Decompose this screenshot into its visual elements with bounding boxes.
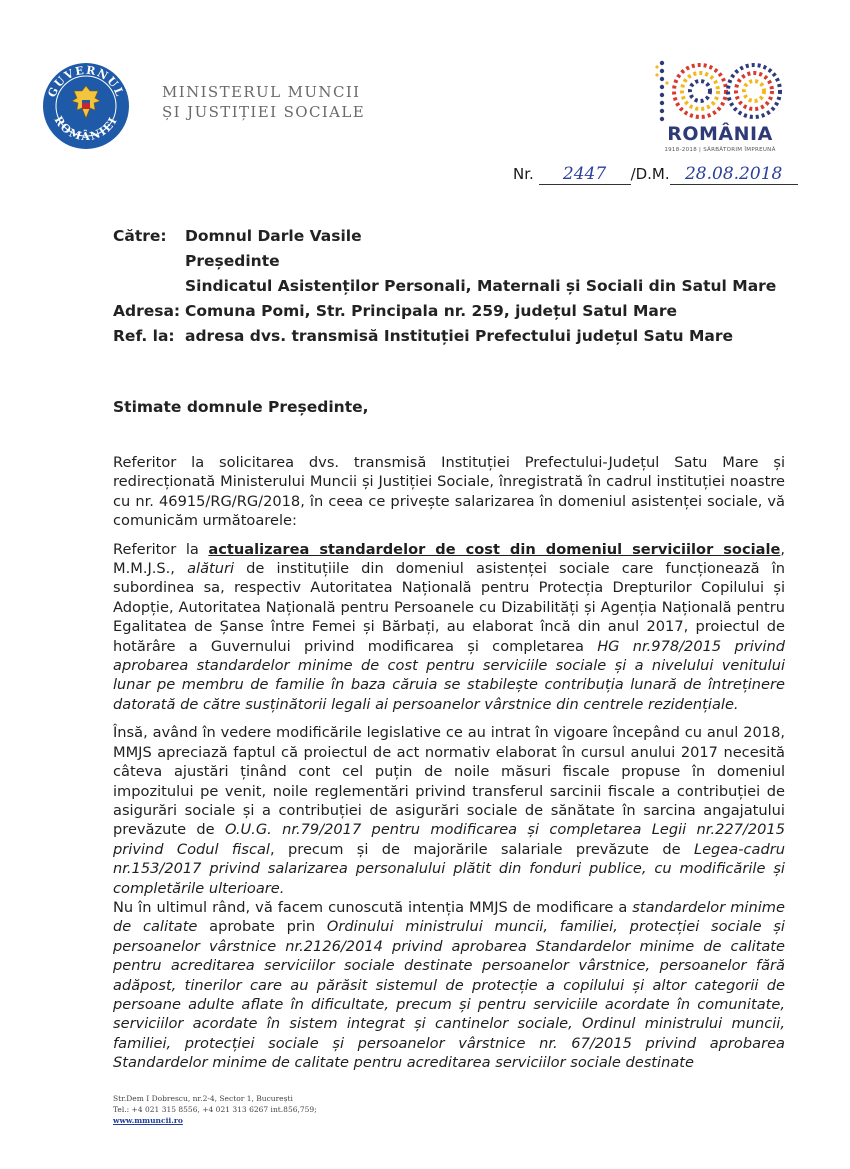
footer-website-link[interactable]: www.mmuncii.ro bbox=[113, 1116, 183, 1125]
government-seal-logo bbox=[42, 62, 130, 150]
adresa-row bbox=[113, 299, 776, 324]
ref-label: Ref. la: bbox=[113, 327, 175, 345]
ministry-name bbox=[162, 82, 365, 122]
paragraph-1: Referitor la solicitarea dvs. transmisă Instituției Prefectului-Județul Satu Mare și redirecționată Ministerului Muncii și Justiției Sociale, înregistrată în cadrul instituției noastre cu nr. 46915/RG/RG/2018, în ceea ce privește salarizarea în domeniul asistenței sociale, vă comunicăm următoarele: bbox=[113, 454, 785, 530]
recipient-title: Președinte bbox=[185, 252, 280, 270]
ref-row bbox=[113, 324, 776, 349]
letter-body bbox=[113, 453, 785, 1082]
recipient-block bbox=[113, 224, 776, 349]
p4-text-c: aprobate prin bbox=[197, 918, 327, 936]
nr-value: 2447 bbox=[539, 164, 631, 185]
p2-text-e: HG nr.978/2015 privind aprobarea standardelor minime de cost pentru serviciile sociale și a nivelului venitului lunar pe membru de familie în baza căruia se stabilește contribuția lunară de întreținere datorată de către susținătorii legali ai persoanelor vârstnice din centrele rezidențiale. bbox=[113, 637, 785, 713]
p2-text-c: alături bbox=[187, 560, 235, 578]
centenar-title: ROMÂNIA bbox=[667, 123, 773, 145]
nr-label: Nr. bbox=[513, 165, 534, 183]
ministry-name-line1: MINISTERUL MUNCII bbox=[162, 83, 361, 101]
p2-text-b: , M.M.J.S., bbox=[113, 540, 785, 578]
footer bbox=[113, 1093, 317, 1126]
paragraph-4 bbox=[113, 898, 785, 1073]
registration-number-line bbox=[513, 164, 798, 185]
ministry-name-line2: ȘI JUSTIȚIEI SOCIALE bbox=[162, 103, 366, 121]
p3-text-c: , precum și de majorările salariale prevăzute de bbox=[270, 840, 694, 858]
p4-text-b: standardelor minime de calitate bbox=[113, 898, 785, 936]
catre-row bbox=[113, 224, 776, 249]
catre-label: Către: bbox=[113, 227, 167, 245]
dm-label: /D.M. bbox=[630, 165, 670, 183]
greeting: Stimate domnule Președinte, bbox=[113, 398, 369, 416]
recipient-address: Comuna Pomi, Str. Principala nr. 259, județul Satul Mare bbox=[185, 302, 678, 320]
footer-address: Str.Dem I Dobrescu, nr.2-4, Sector 1, București bbox=[113, 1094, 293, 1103]
recipient-organization: Sindicatul Asistenților Personali, Maternali și Sociali din Satul Mare bbox=[185, 277, 777, 295]
centenar-tagline: 1918-2018 | SĂRBĂTORIM ÎMPREUNĂ bbox=[664, 147, 776, 153]
p4-text-d: Ordinului ministrului muncii, familiei, protecției sociale și persoanelor vârstnice nr.2126/2014 privind aprobarea Standardelor minime de calitate pentru acreditarea serviciilor sociale destinate persoanelor vârstnice, persoanelor fără adăpost, tinerilor care au părăsit sistemul de protecție a copilului și altor categorii de persoane adulte aflate în dificultate, precum și pentru serviciile acordate în comunitate, serviciilor acordate în sistem integrat și cantinelor sociale, Ordinul ministrului muncii, familiei, protecției sociale și persoanelor vârstnice nr. 67/2015 privind aprobarea Standardelor minime de calitate pentru acreditarea serviciilor sociale destinate bbox=[113, 918, 785, 1072]
p4-text-a: Nu în ultimul rând, vă facem cunoscută intenția MMJS de modificare a bbox=[113, 898, 633, 916]
p2-text-d: de instituțiile din domeniul asistenței sociale care funcționează în subordinea sa, respectiv Autoritatea Națională pentru Protecția Drepturilor Copilului și Adopție, Autoritatea Națională pentru Persoanele cu Dizabilități și Agenția Națională pentru Egalitatea de Șanse între Femei și Bărbați, au elaborat încă din anul 2017, proiectul de hotărâre a Guvernului privind modificarea și completarea bbox=[113, 560, 786, 655]
recipient-name: Domnul Darle Vasile bbox=[185, 227, 362, 245]
centenar-logo bbox=[654, 55, 786, 165]
title-row bbox=[113, 249, 776, 274]
svg-text:GUVERNUL: GUVERNUL bbox=[45, 63, 127, 100]
reference-text: adresa dvs. transmisă Instituției Prefectului județul Satu Mare bbox=[185, 327, 734, 345]
p3-text-b: O.U.G. nr.79/2017 pentru modificarea și completarea Legii nr.227/2015 privind Codul fiscal bbox=[113, 821, 785, 858]
org-row bbox=[113, 274, 776, 299]
centenar-100-mark bbox=[654, 55, 786, 125]
p3-text-d: Legea-cadru nr.153/2017 privind salarizarea personalului plătit din fonduri publice, cu modificările și completările ulterioare. bbox=[113, 840, 785, 897]
footer-phone: Tel.: +4 021 315 8556, +4 021 313 6267 int.856,759; bbox=[113, 1105, 317, 1114]
paragraph-3 bbox=[113, 723, 785, 898]
adresa-label: Adresa: bbox=[113, 302, 181, 320]
date-value: 28.08.2018 bbox=[670, 164, 798, 185]
p3-text-a: Însă, având în vedere modificările legislative ce au intrat în vigoare începând cu anul 2018, MMJS apreciază faptul că proiectul de act normativ elaborat în cursul anului 2017 necesită câteva ajustări ținând cont cel puțin de noile măsuri fiscale propuse în domeniul impozitului pe venit, noile reglementări privind transferul sarcinii fiscale a contribuției de asigurări sociale și a contribuției de asigurări sociale de sănătate în sarcina angajatului prevăzute de bbox=[113, 724, 785, 839]
p2-text-a: Referitor la bbox=[113, 540, 209, 558]
p2-underlined-topic: actualizarea standardelor de cost din domeniul serviciilor sociale bbox=[208, 540, 781, 558]
paragraph-2 bbox=[113, 540, 785, 715]
svg-text:ROMÂNIEI: ROMÂNIEI bbox=[51, 113, 121, 144]
